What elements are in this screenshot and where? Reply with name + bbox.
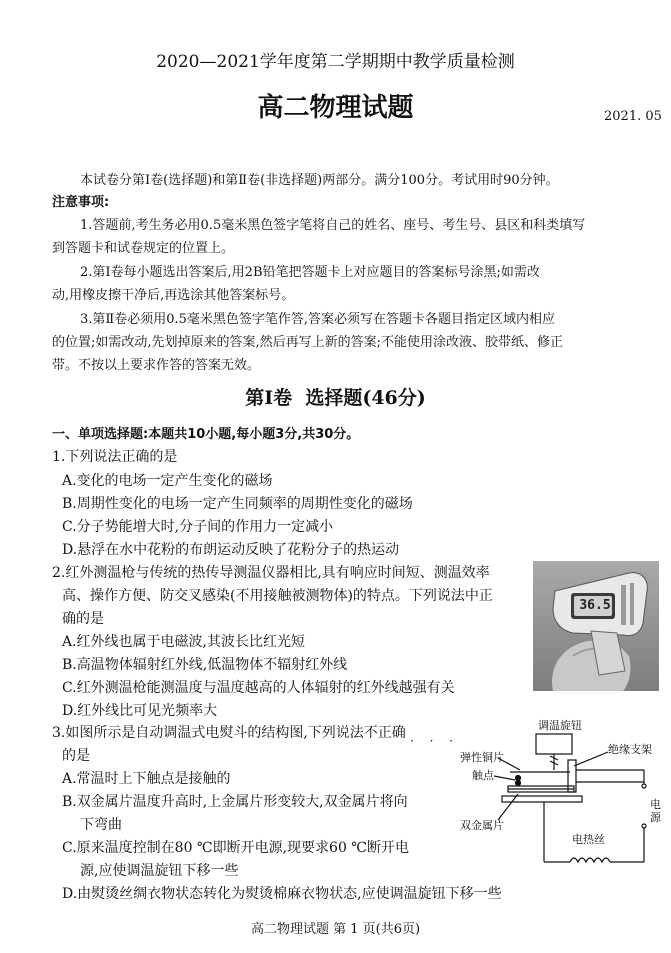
page-footer: 高二物理试题 第 1 页(共6页)	[250, 922, 421, 937]
q1-option-c: C.分子势能增大时,分子间的作用力一定减小	[62, 519, 334, 535]
thermometer-reading: 36.5	[579, 598, 611, 613]
exam-date: 2021. 05	[604, 109, 662, 124]
notice-line-4: 动,用橡皮擦干净后,再选涂其他答案标号。	[52, 288, 295, 303]
label-heater: 电热丝	[572, 833, 605, 846]
q3-stem-line-2: 的是	[62, 748, 90, 764]
notice-line-2: 到答题卡和试卷规定的位置上。	[52, 241, 235, 256]
q2-option-c: C.红外测温枪能测温度与温度越高的人体辐射的红外线越强有关	[62, 680, 455, 696]
intro-text: 本试卷分第Ⅰ卷(选择题)和第Ⅱ卷(非选择题)两部分。满分100分。考试用时90分钟。	[80, 173, 559, 188]
insulator-bracket	[568, 760, 576, 792]
q3-option-d: D.由熨烫丝绸衣物状态转化为熨烫棉麻衣物状态,应使调温旋钮下移一些	[62, 886, 502, 902]
thermometer-gun-photo	[533, 561, 659, 691]
q1-option-b: B.周期性变化的电场一定产生同频率的周期性变化的磁场	[62, 496, 413, 512]
q2-option-d: D.红外线比可见光频率大	[62, 703, 218, 719]
q2-stem-line-3: 确的是	[62, 611, 104, 627]
label-insulator: 绝缘支架	[608, 743, 652, 756]
q3-option-a: A.常温时上下触点是接触的	[62, 771, 231, 787]
q3-stem-line-1: 3.如图所示是自动调温式电熨斗的结构图,下列说法不正确	[52, 725, 406, 741]
emphasis-dots: · · ·	[410, 734, 460, 748]
q3-option-c-cont: 源,应使调温旋钮下移一些	[80, 863, 239, 879]
iron-thermostat-diagram	[458, 720, 666, 888]
notice-heading: 注意事项:	[52, 195, 110, 210]
q1-option-a: A.变化的电场一定产生变化的磁场	[62, 473, 273, 489]
q3-option-c: C.原来温度控制在80 ℃即断开电源,现要求60 ℃断开电	[62, 840, 409, 856]
notice-line-7: 带。不按以上要求作答的答案无效。	[52, 358, 261, 373]
q2-option-a: A.红外线也属于电磁波,其波长比红光短	[62, 634, 306, 650]
q2-stem-line-1: 2.红外测温枪与传统的热传导测温仪器相比,具有响应时间短、测温效率	[52, 565, 490, 581]
q1-stem: 1.下列说法正确的是	[52, 449, 178, 465]
notice-line-3: 2.第Ⅰ卷每小题选出答案后,用2B铅笔把答题卡上对应题目的答案标号涂黑;如需改	[80, 265, 540, 280]
label-bimetal: 双金属片	[460, 819, 504, 832]
thermometer-gun-illustration	[533, 561, 659, 691]
label-power: 电源	[650, 798, 661, 824]
q3-option-b-cont: 下弯曲	[80, 817, 122, 833]
label-knob: 调温旋钮	[538, 719, 582, 732]
part1-title: 第Ⅰ卷 选择题(46分)	[245, 387, 426, 409]
notice-line-6: 的位置;如需改动,先划掉原来的答案,然后再写上新的答案;不能使用涂改液、胶带纸、修正	[52, 335, 564, 350]
subject-title: 高二物理试题	[257, 93, 414, 123]
label-contacts: 触点	[472, 769, 494, 782]
q3-option-b: B.双金属片温度升高时,上金属片形变较大,双金属片将向	[62, 794, 408, 810]
notice-line-1: 1.答题前,考生务必用0.5毫米黑色签字笔将自己的姓名、座号、考生号、县区和科类填写	[80, 218, 586, 233]
q1-option-d: D.悬浮在水中花粉的布朗运动反映了花粉分子的热运动	[62, 542, 400, 558]
exam-title: 2020—2021学年度第二学期期中教学质量检测	[156, 52, 515, 72]
knob-box	[536, 734, 572, 754]
notice-line-5: 3.第Ⅱ卷必须用0.5毫米黑色签字笔作答,答案必须写在答题卡各题目指定区域内相应	[80, 312, 556, 327]
section1-heading: 一、单项选择题:本题共10小题,每小题3分,共30分。	[52, 427, 360, 442]
q2-stem-line-2: 高、操作方便、防交叉感染(不用接触被测物体)的特点。下列说法中正	[62, 588, 493, 604]
q2-option-b: B.高温物体辐射红外线,低温物体不辐射红外线	[62, 657, 348, 673]
label-spring-copper: 弹性铜片	[460, 751, 504, 764]
heater-coil	[570, 858, 610, 862]
